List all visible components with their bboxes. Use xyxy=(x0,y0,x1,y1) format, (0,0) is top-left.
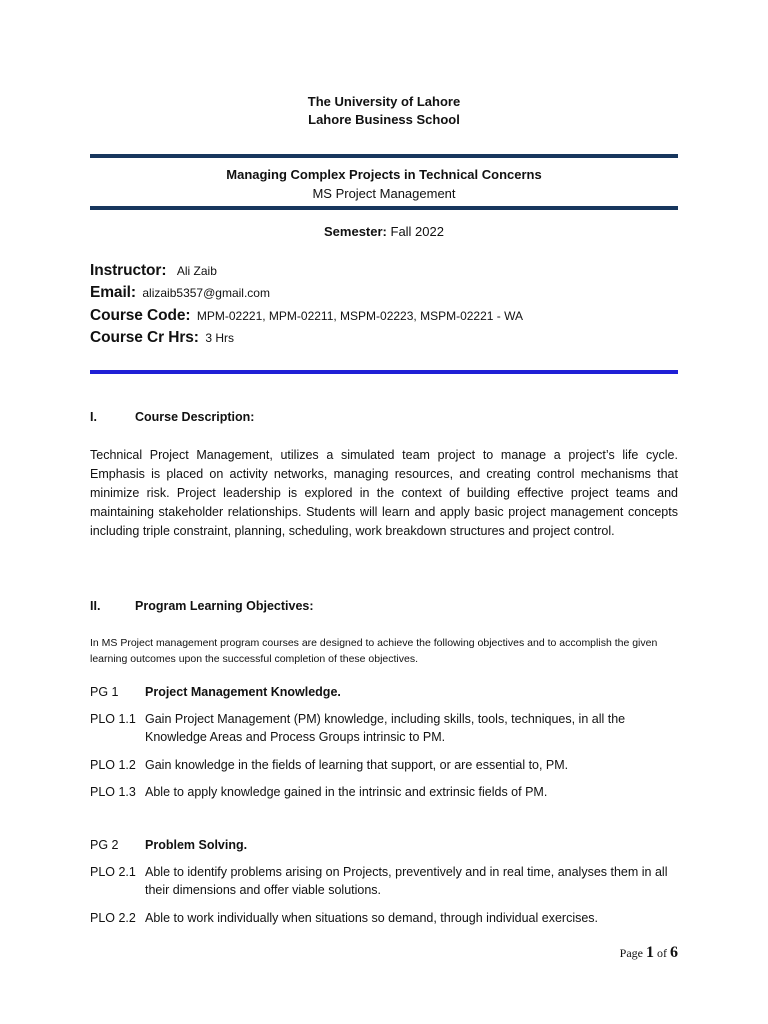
plo-text: Able to identify problems arising on Projects, preventively and in real time, analyses them in all their dimensions and offer viable solutions. xyxy=(145,865,668,897)
plo-code: PLO 1.1 xyxy=(90,712,136,726)
email-label: Email: xyxy=(90,284,136,301)
email-line xyxy=(90,284,678,302)
pg2-heading xyxy=(90,836,678,854)
credit-hours-value: 3 Hrs xyxy=(205,331,234,345)
university-name: The University of Lahore xyxy=(307,94,461,109)
pg1-title: Project Management Knowledge. xyxy=(145,685,341,699)
pg2-code: PG 2 xyxy=(90,838,119,852)
info-rule xyxy=(90,370,678,374)
section-2-number: II. xyxy=(90,599,101,613)
credit-hours-label: Course Cr Hrs: xyxy=(90,329,199,346)
course-code-value: MPM-02221, MPM-02211, MSPM-02223, MSPM-02221 - WA xyxy=(196,309,523,323)
current-page: 1 xyxy=(646,944,654,961)
of-word: of xyxy=(657,946,667,960)
plo-code: PLO 1.3 xyxy=(90,785,136,799)
course-code-line xyxy=(90,307,678,325)
plo-code: PLO 2.1 xyxy=(90,865,136,879)
semester-value: Fall 2022 xyxy=(390,224,444,239)
pg1-code: PG 1 xyxy=(90,685,119,699)
total-pages: 6 xyxy=(670,944,678,961)
section-2-heading xyxy=(90,599,314,613)
semester-label: Semester: xyxy=(324,224,387,239)
section-1-title: Course Description: xyxy=(135,410,255,424)
credit-hours-line xyxy=(90,329,678,347)
course-title: Managing Complex Projects in Technical Concerns xyxy=(226,167,542,182)
section-1-number: I. xyxy=(90,410,97,424)
plo-text: Gain knowledge in the fields of learning that support, or are essential to, PM. xyxy=(145,758,569,772)
section-2-title: Program Learning Objectives: xyxy=(135,599,314,613)
course-description-text: Technical Project Management, utilizes a simulated team project to manage a project’s life cycle. Emphasis is placed on activity networks, managing resources, and creating control mechanisms that minimize risk. Project leadership is explored in the context of building effective project teams and maintaining stakeholder relationships. Students will learn and apply basic project management concepts including triple constraint, planning, scheduling, work breakdown structures and project control. xyxy=(90,448,678,538)
pg2-title: Problem Solving. xyxy=(145,838,248,852)
instructor-line xyxy=(90,262,678,280)
plo-text: Able to apply knowledge gained in the intrinsic and extrinsic fields of PM. xyxy=(145,785,548,799)
pg1-heading xyxy=(90,683,678,701)
email-value: alizaib5357@gmail.com xyxy=(142,286,270,300)
plo-item xyxy=(90,909,678,927)
section-1-heading xyxy=(90,410,254,424)
plo-text: Gain Project Management (PM) knowledge, including skills, tools, techniques, in all the Knowledge Areas and Process Groups intrinsic to PM. xyxy=(145,712,626,744)
plo-code: PLO 1.2 xyxy=(90,758,136,772)
plo-text: Able to work individually when situations so demand, through individual exercises. xyxy=(145,911,599,925)
instructor-label: Instructor: xyxy=(90,262,167,279)
objectives-intro: In MS Project management program courses are designed to achieve the following objectives and to accomplish the given learning outcomes upon the successful completion of these objectives. xyxy=(90,637,658,665)
program-name: MS Project Management xyxy=(312,186,456,201)
middle-rule xyxy=(90,206,678,210)
page-number xyxy=(620,944,678,962)
semester-line xyxy=(90,223,678,241)
instructor-value: Ali Zaib xyxy=(176,264,217,278)
plo-item xyxy=(90,756,678,774)
school-name: Lahore Business School xyxy=(308,112,460,127)
top-rule xyxy=(90,154,678,158)
page-word: Page xyxy=(619,946,643,960)
plo-item xyxy=(90,783,678,801)
plo-item xyxy=(90,710,678,746)
course-code-label: Course Code: xyxy=(90,307,191,324)
plo-item xyxy=(90,863,678,899)
plo-code: PLO 2.2 xyxy=(90,911,136,925)
